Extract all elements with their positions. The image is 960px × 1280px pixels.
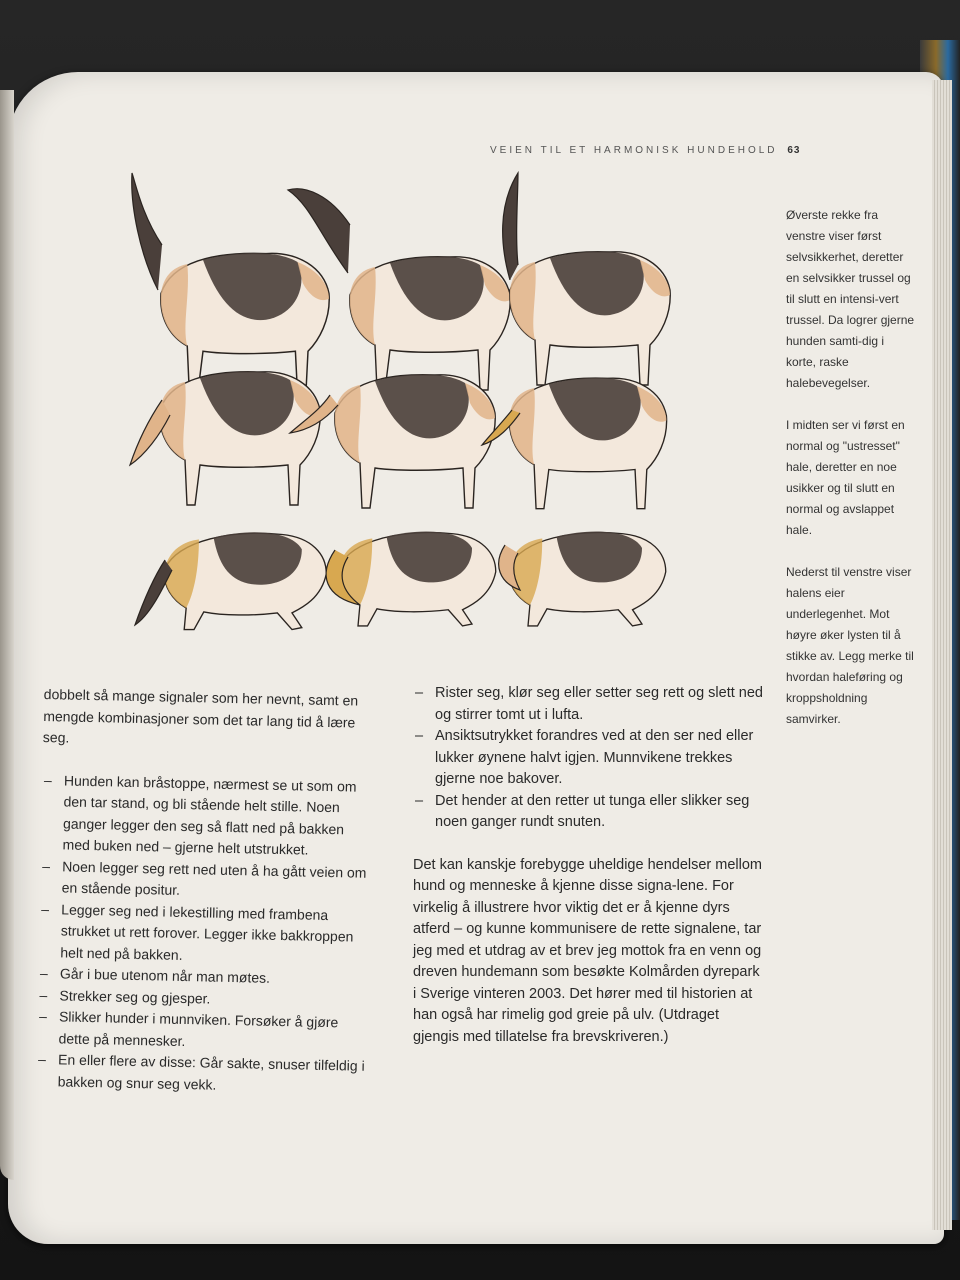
list-item: – Det hender at den retter ut tunga eller slikker seg noen ganger rundt snuten. (413, 791, 763, 834)
illustration-caption (786, 205, 916, 751)
right-body-paragraph: Det kan kanskje forebygge uheldige hendelser mellom hund og menneske å kjenne disse signa-lene. For virkelig å illustrere hvor viktig det er å kjenne dyrs atferd – og kunne kommunisere de rette signalene, tar jeg med et utdrag av et brev jeg mottok fra en venn og dreven hundemann som besøkte Kolmården dyrepark i Sverige vinteren 2003. Det hører med til historien at han også har rimelig god greie på ulv. (Utdraget gjengis med tillatelse fra brevskriveren.) (413, 856, 763, 1045)
list-item: – Går i bue utenom når man møtes. (38, 963, 368, 991)
page-stack-edge (932, 80, 952, 1230)
tail-tucked-icon (135, 560, 172, 625)
dog-tail-illustration (120, 165, 710, 640)
dog-mid-3 (482, 378, 667, 509)
tail-vertical-icon (503, 173, 518, 280)
dog-bottom-1 (135, 532, 326, 629)
dog-bottom-3 (499, 532, 666, 626)
running-title: VEIEN TIL ET HARMONISK HUNDEHOLD (490, 145, 778, 156)
list-item: – Hunden kan bråstoppe, nærmest se ut som om den tar stand, og bli stående helt stille. Noen ganger legger den seg så flatt ned på bakken med buken ned – gjerne helt utstrukket. (40, 769, 372, 862)
list-item: – Rister seg, klør seg eller setter seg rett og slett ned og stirrer tomt ut i lufta. (413, 683, 763, 726)
left-signal-list (35, 769, 372, 1098)
dog-top-3 (503, 173, 671, 385)
right-signal-list (413, 683, 763, 834)
caption-paragraph-3: Nederst til venstre viser halens eier underlegenhet. Mot høyre øker lysten til å stikke av. Legg merke til hvordan haleføring og kroppsholdning samvirker. (786, 565, 914, 726)
running-header (490, 145, 801, 156)
left-intro-paragraph: dobbelt så mange signaler som her nevnt, samt en mengde kombinasjoner som det tar lang tid å lære seg. (42, 685, 359, 746)
list-item: – Slikker hunder i munnviken. Forsøker å gjøre dette på mennesker. (36, 1006, 367, 1056)
tail-up-icon (132, 173, 162, 290)
facing-page-edge (0, 90, 14, 1180)
left-text-column (35, 684, 374, 1120)
caption-paragraph-1: Øverste rekke fra venstre viser først selvsikkerhet, deretter en selvsikker trussel og til slutt en intensi-vert trussel. Da logrer gjerne hunden samti-dig i korte, raske halebevegelser. (786, 208, 915, 390)
caption-paragraph-2: I midten ser vi først en normal og "ustresset" hale, deretter en noe usikker og til slutt en normal og avslappet hale. (786, 418, 905, 537)
dog-mid-1 (130, 372, 320, 506)
list-item: – Legger seg ned i lekestilling med frambena strukket ut rett forover. Legger ikke bakkroppen helt ned på bakken. (38, 898, 369, 969)
dog-mid-2 (290, 375, 495, 509)
dog-bottom-2 (326, 532, 496, 626)
list-item: – Ansiktsutrykket forandres ved at den ser ned eller lukker øynene halvt igjen. Munnvikene trekkes gjerne noe bakover. (413, 726, 763, 791)
right-text-column (413, 683, 763, 1048)
dog-top-1 (132, 173, 329, 393)
list-item: – Noen legger seg rett ned uten å ha gått veien om en stående positur. (40, 855, 371, 905)
list-item: – En eller flere av disse: Går sakte, snuser tilfeldig i bakken og snur seg vekk. (35, 1049, 366, 1099)
page-number: 63 (787, 145, 801, 156)
list-item: – Strekker seg og gjesper. (37, 984, 367, 1012)
